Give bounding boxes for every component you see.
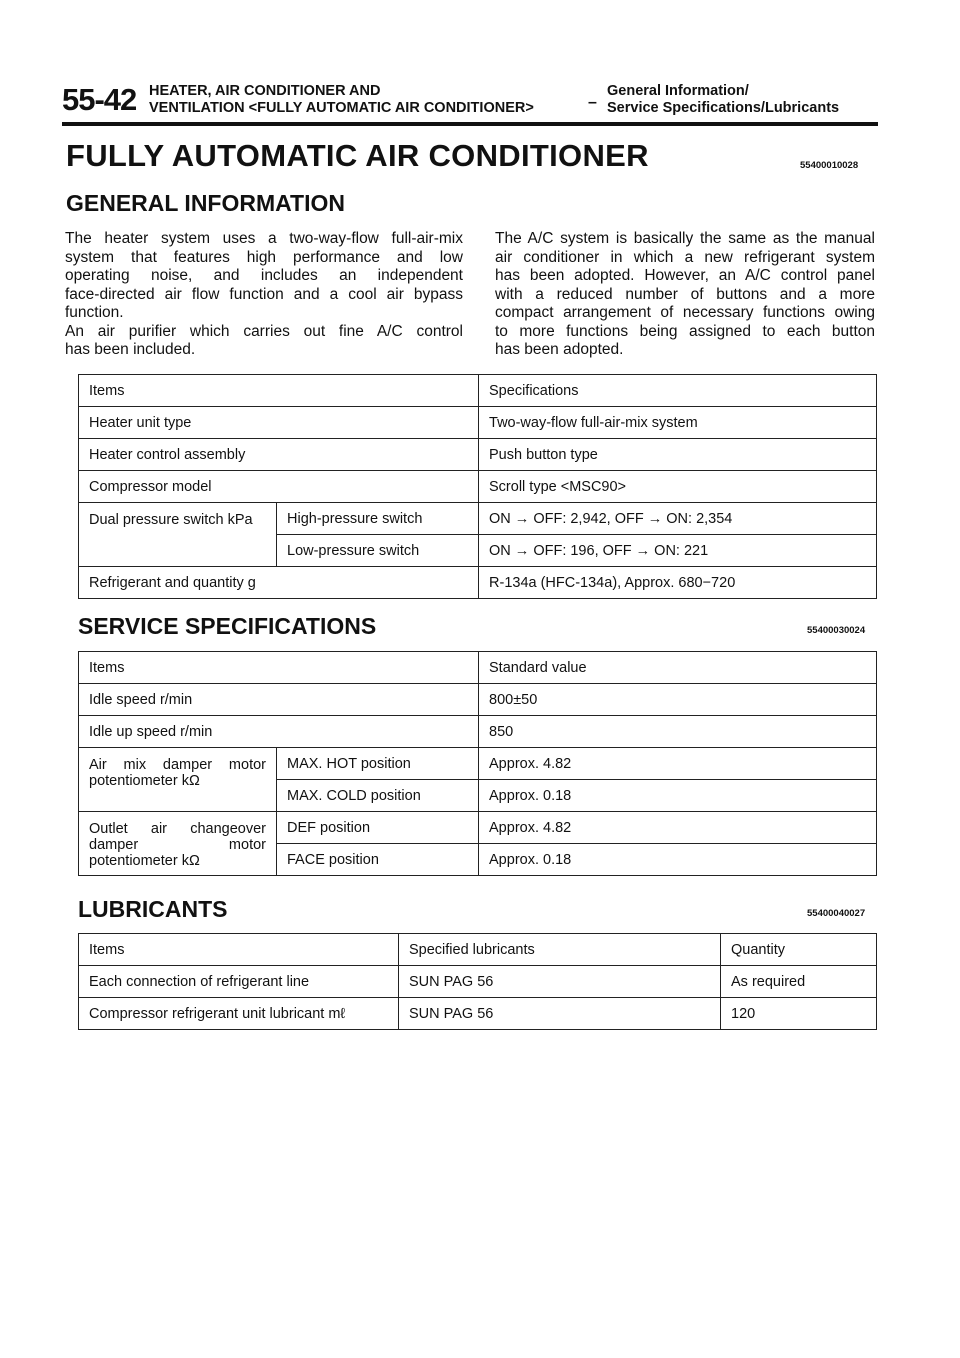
table-header-row — [79, 375, 877, 407]
table-row — [79, 684, 877, 716]
table-cell: DEF position — [277, 812, 479, 844]
table-header-cell: Items — [79, 375, 479, 407]
table-cell: SUN PAG 56 — [399, 998, 721, 1030]
table-cell: Refrigerant and quantity g — [79, 567, 479, 599]
table-header-cell: Standard value — [479, 652, 877, 684]
table-row — [79, 998, 877, 1030]
table-cell: Approx. 4.82 — [479, 748, 877, 780]
table-row — [79, 748, 877, 780]
paragraph-line: has been included. — [65, 341, 196, 358]
table-cell: 120 — [721, 998, 877, 1030]
paragraph-line: system that features high performance and low — [65, 248, 463, 266]
service-specs-heading: SERVICE SPECIFICATIONS — [78, 613, 377, 639]
table-cell: FACE position — [277, 844, 479, 876]
table-header-row — [79, 652, 877, 684]
general-info-left-column — [65, 230, 463, 360]
table-cell: Heater unit type — [79, 407, 479, 439]
table-cell: 850 — [479, 716, 877, 748]
page-title: FULLY AUTOMATIC AIR CONDITIONER — [66, 138, 649, 173]
lubricants-code: 55400040027 — [807, 908, 866, 919]
lubricants-heading: LUBRICANTS — [78, 896, 228, 922]
paragraph-line: to more functions being assigned to each button — [495, 322, 875, 340]
general-spec-table — [78, 374, 877, 599]
topic-title-line1: General Information/ — [607, 83, 749, 99]
table-cell: R-134a (HFC-134a), Approx. 680−720 — [479, 567, 877, 599]
topic-title — [607, 83, 839, 117]
table-cell: Idle up speed r/min — [79, 716, 479, 748]
table-header-row — [79, 934, 877, 966]
paragraph-line: has been adopted. However, an A/C control panel — [495, 267, 875, 284]
paragraph-line: The heater system uses a two-way-flow full-air-mix — [65, 230, 463, 247]
table-header-cell: Specifications — [479, 375, 877, 407]
paragraph-line: The A/C system is basically the same as the manual — [495, 230, 875, 247]
paragraph-line: An air purifier which carries out fine A/C control — [65, 322, 463, 340]
section-title-line1: HEATER, AIR CONDITIONER AND — [149, 83, 381, 99]
service-specs-code: 55400030024 — [807, 625, 866, 636]
table-cell: ON → OFF: 196, OFF → ON: 221 — [479, 535, 877, 567]
table-row — [79, 812, 877, 844]
table-row — [79, 407, 877, 439]
table-cell: Scroll type <MSC90> — [479, 471, 877, 503]
table-row — [79, 503, 877, 535]
table-header-cell: Specified lubricants — [399, 934, 721, 966]
table-cell: Approx. 4.82 — [479, 812, 877, 844]
header-dash: – — [588, 94, 597, 111]
table-cell: Compressor refrigerant unit lubricant mℓ — [79, 998, 399, 1030]
general-info-heading: GENERAL INFORMATION — [66, 190, 345, 216]
general-info-right-column — [495, 230, 875, 360]
service-spec-table — [78, 651, 877, 876]
table-row — [79, 716, 877, 748]
table-cell: Air mix damper motor potentiometer kΩ — [79, 748, 277, 812]
paragraph-line: face-directed air flow function and a cool air bypass — [65, 285, 463, 303]
table-cell: Approx. 0.18 — [479, 780, 877, 812]
table-cell: 800±50 — [479, 684, 877, 716]
lubricants-table — [78, 933, 877, 1030]
header-rule — [62, 122, 878, 126]
table-cell: Each connection of refrigerant line — [79, 966, 399, 998]
table-row — [79, 439, 877, 471]
table-header-cell: Quantity — [721, 934, 877, 966]
title-code: 55400010028 — [800, 160, 859, 171]
table-row — [79, 567, 877, 599]
paragraph-line: with a reduced number of buttons and a more — [495, 285, 875, 303]
table-cell: Idle speed r/min — [79, 684, 479, 716]
table-row — [79, 471, 877, 503]
table-cell: Outlet air changeover damper motor potentiometer kΩ — [79, 812, 277, 876]
table-cell: Compressor model — [79, 471, 479, 503]
table-cell: Low-pressure switch — [277, 535, 479, 567]
table-cell: SUN PAG 56 — [399, 966, 721, 998]
section-title — [149, 83, 534, 117]
table-cell: Dual pressure switch kPa — [79, 503, 277, 567]
table-cell: ON → OFF: 2,942, OFF → ON: 2,354 — [479, 503, 877, 535]
paragraph-line: compact arrangement of necessary functions owing — [495, 304, 875, 321]
table-cell: High-pressure switch — [277, 503, 479, 535]
table-row — [79, 966, 877, 998]
table-header-cell: Items — [79, 934, 399, 966]
section-title-line2: VENTILATION <FULLY AUTOMATIC AIR CONDITIONER> — [149, 100, 534, 116]
table-cell: Push button type — [479, 439, 877, 471]
table-header-cell: Items — [79, 652, 479, 684]
paragraph-line: air conditioner in which a new refrigerant system — [495, 248, 875, 266]
topic-title-line2: Service Specifications/Lubricants — [607, 100, 840, 116]
table-cell: Two-way-flow full-air-mix system — [479, 407, 877, 439]
table-cell: MAX. COLD position — [277, 780, 479, 812]
table-cell: MAX. HOT position — [277, 748, 479, 780]
paragraph-line: operating noise, and includes an independent — [65, 267, 463, 284]
paragraph-line: has been adopted. — [495, 341, 624, 358]
paragraph-line: function. — [65, 304, 124, 321]
page-number: 55-42 — [62, 82, 137, 117]
table-cell: Heater control assembly — [79, 439, 479, 471]
table-cell: Approx. 0.18 — [479, 844, 877, 876]
table-cell: As required — [721, 966, 877, 998]
